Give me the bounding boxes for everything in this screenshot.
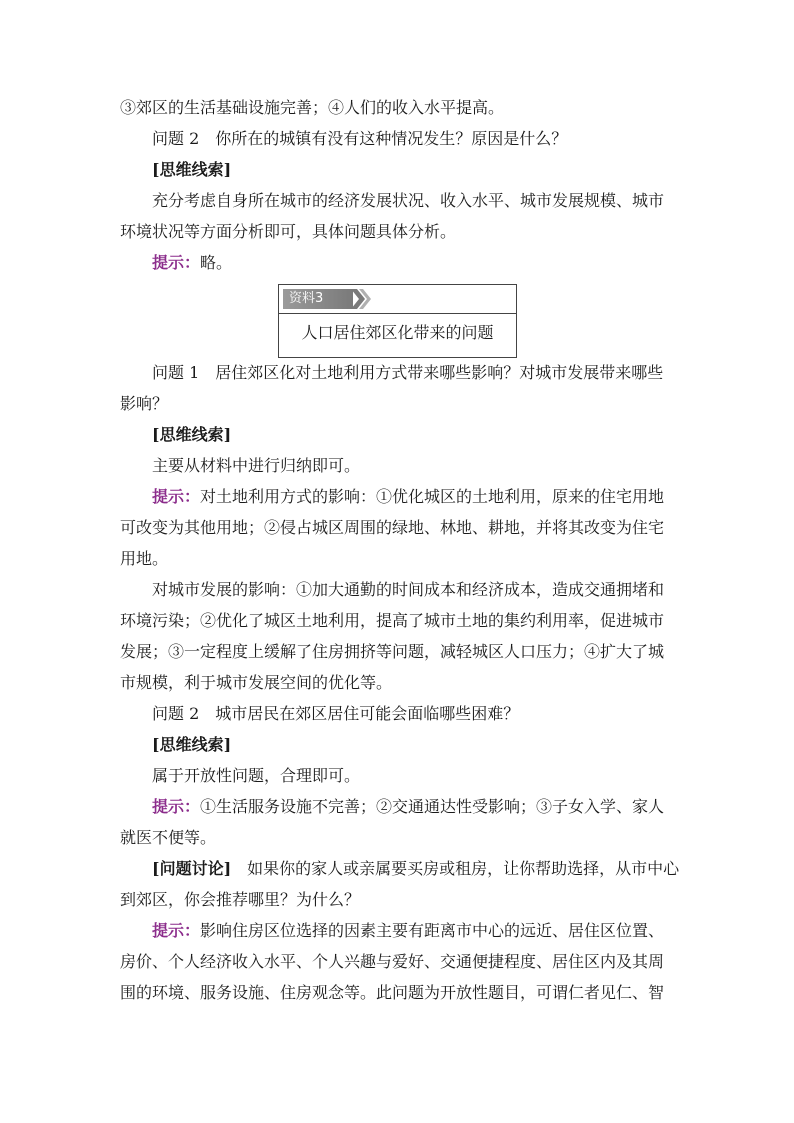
text-line: 发展；③一定程度上缓解了住房拥挤等问题，减轻城区人口压力；④扩大了城 — [120, 642, 665, 661]
hint-text: 对土地利用方式的影响：①优化城区的土地利用，原来的住宅用地 — [200, 487, 665, 506]
discussion-label: [问题讨论] — [152, 859, 232, 878]
material-tag: 资料3 — [283, 289, 353, 309]
text-line: 影响？ — [120, 394, 169, 413]
hint-line — [152, 915, 680, 946]
hint-label: 提示： — [152, 487, 201, 506]
text-line: 属于开放性问题，合理即可。 — [152, 766, 361, 785]
text-line: 充分考虑自身所在城市的经济发展状况、收入水平、城市发展规模、城市 — [152, 191, 665, 210]
hint-text: 影响住房区位选择的因素主要有距离市中心的远近、居住区位置、 — [200, 921, 665, 940]
hint-line — [152, 247, 680, 278]
chevron-decoration-icon — [351, 289, 371, 309]
material-tag-row — [279, 285, 516, 314]
discussion-text: 如果你的家人或亲属要买房或租房，让你帮助选择，从市中心 — [231, 859, 680, 878]
hint-line — [152, 791, 680, 822]
text-line: 房价、个人经济收入水平、个人兴趣与爱好、交通便捷程度、居住区内及其周 — [120, 952, 665, 971]
text-line: 可改变为其他用地；②侵占城区周围的绿地、林地、耕地，并将其改变为住宅 — [120, 518, 665, 537]
text-line: ③郊区的生活基础设施完善；④人们的收入水平提高。 — [120, 98, 505, 117]
hint-label: 提示： — [152, 797, 201, 816]
text-line: 主要从材料中进行归纳即可。 — [152, 456, 361, 475]
text-line: 对城市发展的影响：①加大通勤的时间成本和经济成本，造成交通拥堵和 — [152, 580, 665, 599]
material-title: 人口居住郊区化带来的问题 — [301, 323, 494, 342]
text-line: 环境污染；②优化了城区土地利用，提高了城市土地的集约利用率，促进城市 — [120, 611, 665, 630]
hint-line — [152, 481, 680, 512]
hint-label: 提示： — [152, 253, 201, 272]
hint-label: 提示： — [152, 921, 201, 940]
text-line: 围的环境、服务设施、住房观念等。此问题为开放性题目，可谓仁者见仁、智 — [120, 983, 665, 1002]
text-line: 环境状况等方面分析即可，具体问题具体分析。 — [120, 222, 457, 241]
question-1-heading: 问题 1 居住郊区化对土地利用方式带来哪些影响？对城市发展带来哪些 — [152, 363, 664, 382]
text-line: 就医不便等。 — [120, 828, 217, 847]
question-2b-heading: 问题 2 城市居民在郊区居住可能会面临哪些困难？ — [152, 704, 520, 723]
clue-label: [思维线索] — [152, 735, 232, 754]
discussion-line — [152, 853, 680, 884]
clue-label: [思维线索] — [152, 160, 232, 179]
question-2-heading: 问题 2 你所在的城镇有没有这种情况发生？原因是什么？ — [152, 129, 568, 148]
hint-text: ①生活服务设施不完善；②交通通达性受影响；③子女入学、家人 — [200, 797, 665, 816]
material-box — [278, 284, 517, 358]
clue-label: [思维线索] — [152, 425, 232, 444]
hint-text: 略。 — [200, 253, 233, 272]
text-line: 市规模，利于城市发展空间的优化等。 — [120, 673, 393, 692]
text-line: 用地。 — [120, 549, 169, 568]
text-line: 到郊区，你会推荐哪里？为什么？ — [120, 890, 361, 909]
